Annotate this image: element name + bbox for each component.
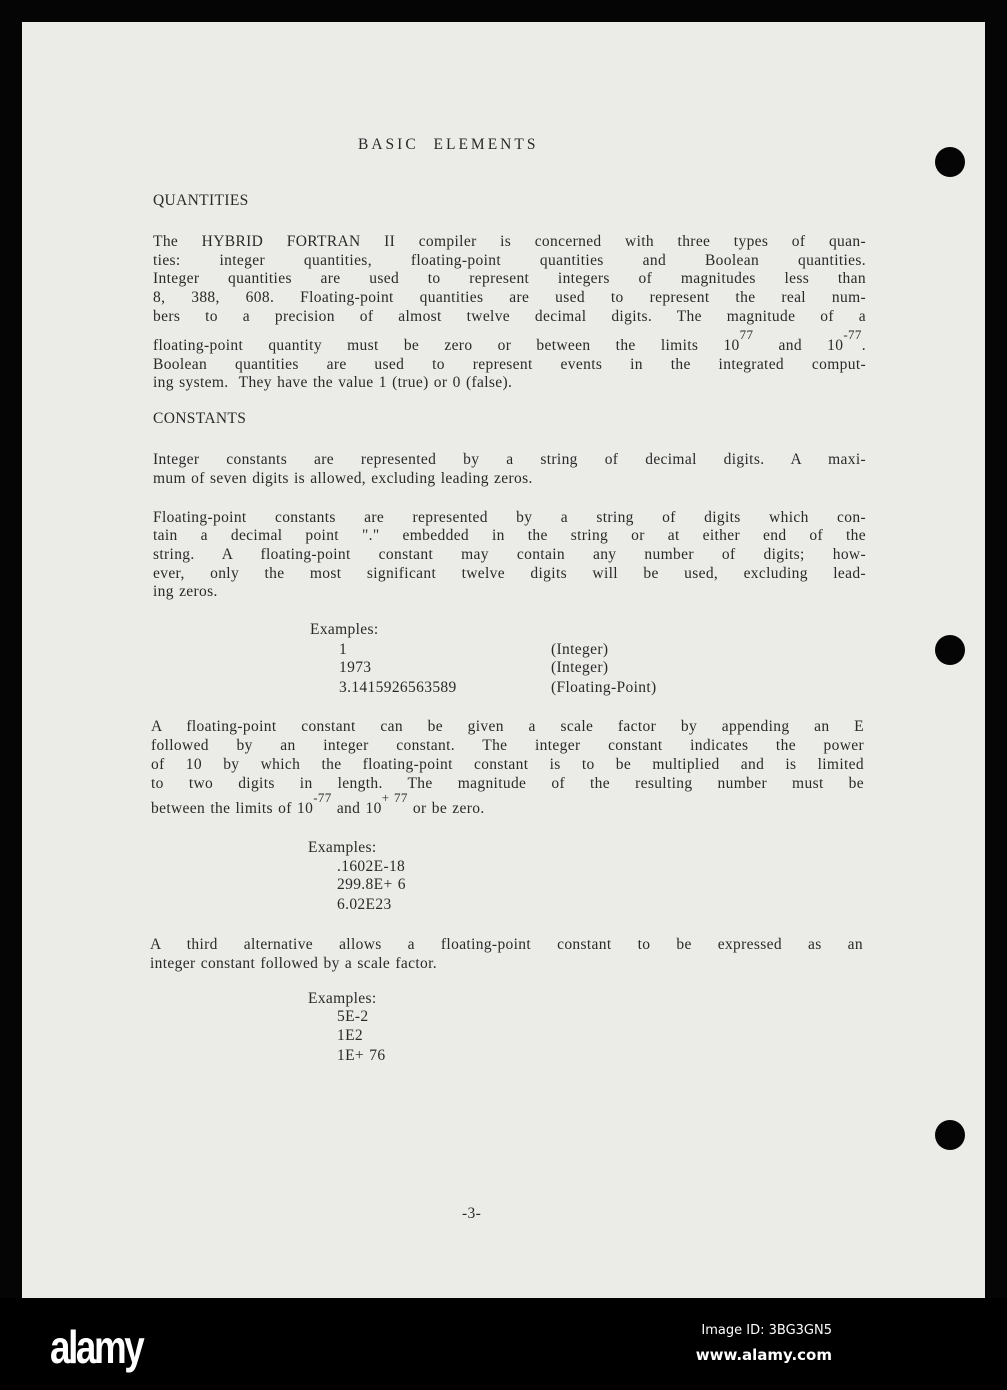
examples-label: Examples: (308, 990, 377, 1007)
text-segment: Boolean quantities are used to represent events in the integrated comput- (153, 356, 866, 373)
paragraph-line (153, 270, 866, 288)
paragraph-line (153, 327, 866, 355)
paragraph-line (153, 546, 866, 564)
example-value: 6.02E23 (337, 896, 392, 913)
document-page (22, 22, 985, 1298)
text-segment: to two digits in length. The magnitude of the resulting number must be (151, 775, 864, 792)
example-value: 1E+ 76 (337, 1047, 386, 1064)
text-segment: 8, 388, 608. Floating-point quantities are used to represent the real num- (153, 289, 866, 306)
text-segment: A floating-point constant can be given a scale factor by appending an E (151, 718, 864, 735)
example-value: 299.8E+ 6 (337, 876, 406, 893)
punch-hole (935, 147, 965, 177)
example-value: 1973 (339, 659, 372, 676)
punch-hole (935, 635, 965, 665)
text-segment: A third alternative allows a floating-point constant to be expressed as an (150, 936, 863, 953)
superscript: + 77 (381, 790, 408, 805)
text-segment: between the limits of 10 (151, 800, 314, 817)
alamy-logo: alamy (50, 1321, 143, 1373)
paragraph-line (153, 308, 866, 326)
example-value: 1E2 (337, 1027, 364, 1044)
examples-label: Examples: (310, 621, 379, 638)
paragraph-line (150, 936, 863, 954)
text-segment: Floating-point constants are represented by a string of digits which con- (153, 509, 866, 526)
paragraph-line (153, 356, 866, 374)
paragraph-line (153, 252, 866, 270)
text-segment: and 10 (753, 337, 844, 354)
paragraph-line (151, 718, 864, 736)
text-segment: and 10 (331, 800, 382, 817)
superscript: 77 (739, 327, 754, 342)
text-segment: The HYBRID FORTRAN II compiler is concerned with three types of quan- (153, 233, 866, 250)
text-segment: bers to a precision of almost twelve decimal digits. The magnitude of a (153, 308, 866, 325)
text-segment: ing system. They have the value 1 (true) or 0 (false). (153, 374, 513, 391)
text-segment: Integer quantities are used to represent integers of magnitudes less than (153, 270, 866, 287)
text-segment: . (861, 337, 866, 354)
text-segment: of 10 by which the floating-point constant is to be multiplied and is limited (151, 756, 864, 773)
page-number: -3- (462, 1205, 482, 1222)
example-value: 5E-2 (337, 1008, 369, 1025)
image-id: Image ID: 3BG3GN5 (701, 1323, 832, 1338)
paragraph-line (150, 955, 437, 973)
paragraph-line (153, 509, 866, 527)
paragraph-line (153, 289, 866, 307)
example-type: (Integer) (551, 641, 609, 658)
site-url: www.alamy.com (695, 1346, 832, 1364)
paragraph-line (153, 451, 866, 469)
paragraph-line (153, 565, 866, 583)
text-segment: integer constant followed by a scale factor. (150, 955, 437, 972)
section-heading-quantities: QUANTITIES (153, 192, 249, 209)
paragraph-line (151, 737, 864, 755)
punch-hole (935, 1120, 965, 1150)
text-segment: ing zeros. (153, 583, 218, 600)
text-segment: followed by an integer constant. The integer constant indicates the power (151, 737, 864, 754)
text-segment: mum of seven digits is allowed, excluding leading zeros. (153, 470, 533, 487)
example-type: (Floating-Point) (551, 679, 657, 696)
paragraph-line (151, 775, 864, 793)
superscript: -77 (843, 327, 862, 342)
text-segment: floating-point quantity must be zero or between the limits 10 (153, 337, 740, 354)
paragraph-line (153, 233, 866, 251)
text-segment: ever, only the most significant twelve digits will be used, excluding lead- (153, 565, 866, 582)
paragraph-line (153, 583, 218, 601)
example-value: 1 (339, 641, 348, 658)
paragraph-line (153, 374, 512, 392)
example-value: 3.1415926563589 (339, 679, 457, 696)
paragraph-line (151, 756, 864, 774)
example-type: (Integer) (551, 659, 609, 676)
text-segment: string. A floating-point constant may contain any number of digits; how- (153, 546, 866, 563)
paragraph-line (153, 527, 866, 545)
superscript: -77 (313, 790, 332, 805)
examples-label: Examples: (308, 839, 377, 856)
text-segment: tain a decimal point "." embedded in the string or at either end of the (153, 527, 866, 544)
example-value: .1602E-18 (337, 858, 406, 875)
paragraph-line (153, 470, 533, 488)
text-segment: ties: integer quantities, floating-point quantities and Boolean quantities. (153, 252, 866, 269)
watermark-banner (0, 1298, 1007, 1390)
text-segment: or be zero. (407, 800, 485, 817)
text-segment: Integer constants are represented by a string of decimal digits. A maxi- (153, 451, 866, 468)
section-heading-constants: CONSTANTS (153, 410, 247, 427)
paragraph-line (151, 790, 485, 818)
page-title: BASIC ELEMENTS (358, 136, 539, 153)
